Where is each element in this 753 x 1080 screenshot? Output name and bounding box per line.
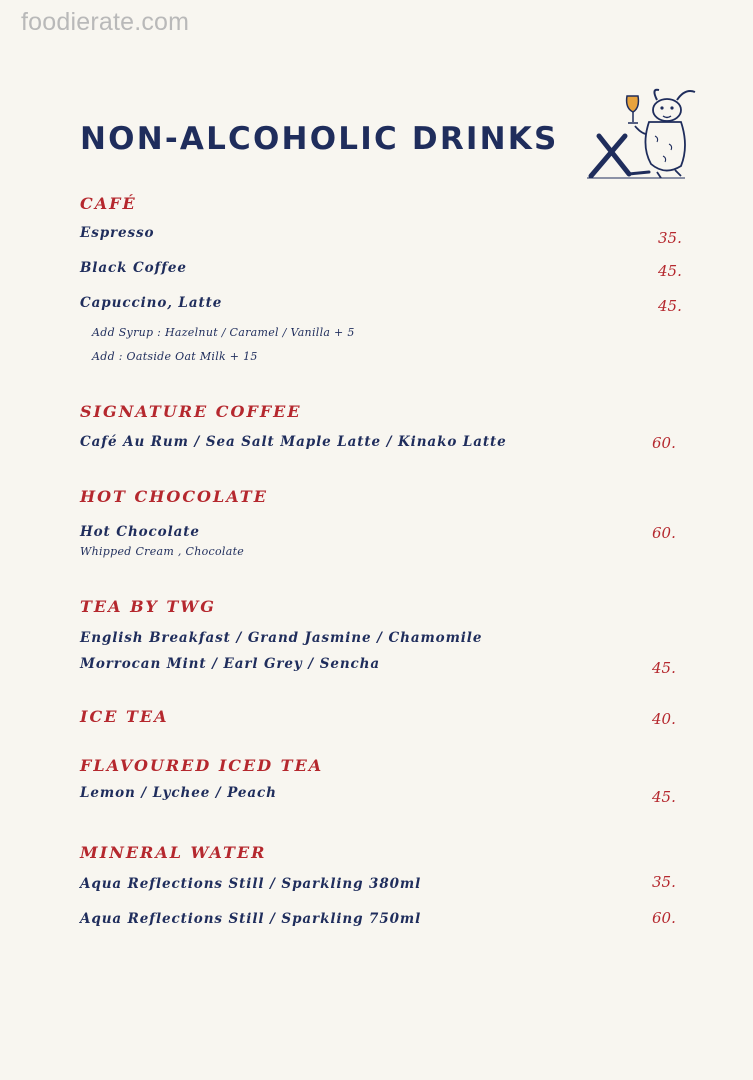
section-heading-mineral-water: MINERAL WATER xyxy=(80,843,267,862)
menu-title: NON-ALCOHOLIC DRINKS xyxy=(80,121,559,157)
menu-item-hot-chocolate: Hot Chocolate xyxy=(80,524,200,540)
section-heading-hot-chocolate: HOT CHOCOLATE xyxy=(80,487,268,506)
price-hot-chocolate: 60. xyxy=(652,524,676,542)
menu-item-espresso: Espresso xyxy=(80,225,155,241)
price-black-coffee: 45. xyxy=(658,262,682,280)
menu-item-tea-line-1: English Breakfast / Grand Jasmine / Chamomile xyxy=(80,630,483,646)
watermark: foodierate.com xyxy=(21,8,190,36)
price-water-750ml: 60. xyxy=(652,909,676,927)
menu-item-capuccino-latte: Capuccino, Latte xyxy=(80,295,223,311)
goat-with-wine-glass-icon xyxy=(585,86,700,181)
note-add-syrup: Add Syrup : Hazelnut / Caramel / Vanilla + 5 xyxy=(92,326,355,339)
price-tea: 45. xyxy=(652,659,676,677)
price-signature-coffee: 60. xyxy=(652,434,676,452)
menu-item-water-380ml: Aqua Reflections Still / Sparkling 380ml xyxy=(80,876,422,892)
section-heading-tea-by-twg: TEA BY TWG xyxy=(80,597,216,616)
price-espresso: 35. xyxy=(658,229,682,247)
note-hot-chocolate: Whipped Cream , Chocolate xyxy=(80,545,245,558)
price-capuccino-latte: 45. xyxy=(658,297,682,315)
section-heading-cafe: CAFÉ xyxy=(80,194,137,213)
price-ice-tea: 40. xyxy=(652,710,676,728)
menu-item-signature-coffee: Café Au Rum / Sea Salt Maple Latte / Kinako Latte xyxy=(80,434,507,450)
section-heading-signature-coffee: SIGNATURE COFFEE xyxy=(80,402,302,421)
price-water-380ml: 35. xyxy=(652,873,676,891)
menu-item-black-coffee: Black Coffee xyxy=(80,260,187,276)
section-heading-ice-tea: ICE TEA xyxy=(80,707,169,726)
menu-item-tea-line-2: Morrocan Mint / Earl Grey / Sencha xyxy=(80,656,381,672)
price-flavoured-iced-tea: 45. xyxy=(652,788,676,806)
menu-item-flavoured-iced-tea: Lemon / Lychee / Peach xyxy=(80,785,277,801)
note-add-oat-milk: Add : Oatside Oat Milk + 15 xyxy=(92,350,258,363)
menu-item-water-750ml: Aqua Reflections Still / Sparkling 750ml xyxy=(80,911,422,927)
section-heading-flavoured-iced-tea: FLAVOURED ICED TEA xyxy=(80,756,324,775)
